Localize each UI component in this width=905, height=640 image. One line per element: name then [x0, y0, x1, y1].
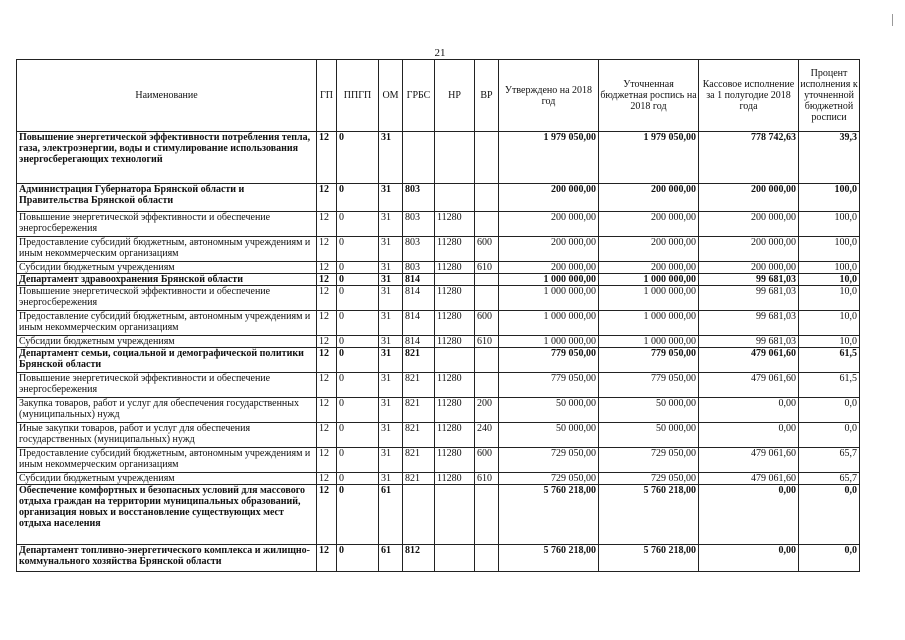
table-row: [17, 373, 860, 398]
row-ppgp: 0: [337, 212, 379, 237]
row-gp: 12: [317, 473, 337, 485]
row-vr: [475, 286, 499, 311]
table-row: [17, 237, 860, 262]
row-gp: 12: [317, 398, 337, 423]
table-row: [17, 212, 860, 237]
row-ppgp: 0: [337, 262, 379, 274]
row-grbs: [403, 132, 435, 184]
row-approved: 50 000,00: [499, 398, 599, 423]
budget-table: [16, 59, 860, 572]
table-header-row: [17, 60, 860, 132]
row-vr: 600: [475, 237, 499, 262]
row-gp: 12: [317, 274, 337, 286]
row-vr: 610: [475, 336, 499, 348]
row-name: Иные закупки товаров, работ и услуг для обеспечения государственных (муниципальных) нужд: [17, 423, 317, 448]
row-percent: 65,7: [799, 448, 860, 473]
row-percent: 0,0: [799, 423, 860, 448]
table-row: [17, 398, 860, 423]
row-name: Департамент топливно-энергетического комплекса и жилищно-коммунального хозяйства Брянской области: [17, 545, 317, 572]
row-np: [435, 274, 475, 286]
row-refined: 729 050,00: [599, 473, 699, 485]
row-cash: 479 061,60: [699, 348, 799, 373]
row-percent: 0,0: [799, 545, 860, 572]
row-om: 31: [379, 262, 403, 274]
row-percent: 10,0: [799, 286, 860, 311]
row-vr: [475, 348, 499, 373]
row-name: Департамент семьи, социальной и демографической политики Брянской области: [17, 348, 317, 373]
row-vr: [475, 132, 499, 184]
row-vr: 240: [475, 423, 499, 448]
row-gp: 12: [317, 545, 337, 572]
row-percent: 10,0: [799, 336, 860, 348]
row-grbs: 814: [403, 274, 435, 286]
row-approved: 5 760 218,00: [499, 545, 599, 572]
row-approved: 1 979 050,00: [499, 132, 599, 184]
row-gp: 12: [317, 212, 337, 237]
row-cash: 0,00: [699, 485, 799, 545]
row-om: 61: [379, 485, 403, 545]
row-approved: 1 000 000,00: [499, 311, 599, 336]
row-gp: 12: [317, 348, 337, 373]
row-cash: 479 061,60: [699, 373, 799, 398]
row-gp: 12: [317, 184, 337, 212]
row-cash: 479 061,60: [699, 473, 799, 485]
row-np: [435, 132, 475, 184]
header-name: Наименование: [17, 60, 317, 132]
table-row: [17, 336, 860, 348]
row-cash: 0,00: [699, 398, 799, 423]
row-refined: 50 000,00: [599, 398, 699, 423]
row-approved: 200 000,00: [499, 262, 599, 274]
row-approved: 1 000 000,00: [499, 286, 599, 311]
row-approved: 200 000,00: [499, 212, 599, 237]
row-refined: 1 000 000,00: [599, 274, 699, 286]
row-np: [435, 184, 475, 212]
table-row: [17, 485, 860, 545]
row-gp: 12: [317, 237, 337, 262]
row-grbs: 821: [403, 448, 435, 473]
header-approved: Утверждено на 2018 год: [499, 60, 599, 132]
row-grbs: 803: [403, 237, 435, 262]
row-percent: 0,0: [799, 398, 860, 423]
row-om: 31: [379, 348, 403, 373]
row-approved: 1 000 000,00: [499, 336, 599, 348]
row-percent: 61,5: [799, 348, 860, 373]
row-gp: 12: [317, 262, 337, 274]
table-row: [17, 311, 860, 336]
row-gp: 12: [317, 311, 337, 336]
row-ppgp: 0: [337, 286, 379, 311]
row-refined: 200 000,00: [599, 237, 699, 262]
row-grbs: 803: [403, 184, 435, 212]
row-refined: 1 979 050,00: [599, 132, 699, 184]
row-approved: 779 050,00: [499, 373, 599, 398]
row-grbs: 821: [403, 423, 435, 448]
row-name: Повышение энергетической эффективности и обеспечение энергосбережения: [17, 212, 317, 237]
row-np: 11280: [435, 237, 475, 262]
row-ppgp: 0: [337, 311, 379, 336]
row-om: 31: [379, 132, 403, 184]
row-approved: 729 050,00: [499, 448, 599, 473]
row-refined: 50 000,00: [599, 423, 699, 448]
table-row: [17, 348, 860, 373]
row-percent: 39,3: [799, 132, 860, 184]
row-np: 11280: [435, 398, 475, 423]
header-refined: Уточненная бюджетная роспись на 2018 год: [599, 60, 699, 132]
row-cash: 200 000,00: [699, 212, 799, 237]
row-cash: 99 681,03: [699, 311, 799, 336]
row-cash: 200 000,00: [699, 184, 799, 212]
row-cash: 778 742,63: [699, 132, 799, 184]
row-name: Предоставление субсидий бюджетным, автономным учреждениям и иным некоммерческим организациям: [17, 448, 317, 473]
header-grbs: ГРБС: [403, 60, 435, 132]
row-np: 11280: [435, 473, 475, 485]
row-grbs: 821: [403, 348, 435, 373]
row-cash: 0,00: [699, 545, 799, 572]
row-gp: 12: [317, 423, 337, 448]
row-refined: 779 050,00: [599, 373, 699, 398]
row-om: 31: [379, 448, 403, 473]
row-grbs: 803: [403, 212, 435, 237]
row-refined: 779 050,00: [599, 348, 699, 373]
row-name: Администрация Губернатора Брянской области и Правительства Брянской области: [17, 184, 317, 212]
row-vr: [475, 485, 499, 545]
table-row: [17, 286, 860, 311]
row-vr: 600: [475, 311, 499, 336]
row-percent: 65,7: [799, 473, 860, 485]
table-row: [17, 274, 860, 286]
row-vr: 600: [475, 448, 499, 473]
row-ppgp: 0: [337, 423, 379, 448]
header-om: ОМ: [379, 60, 403, 132]
row-name: Повышение энергетической эффективности и обеспечение энергосбережения: [17, 373, 317, 398]
table-body: [17, 132, 860, 572]
row-np: [435, 545, 475, 572]
row-grbs: 821: [403, 473, 435, 485]
row-percent: 10,0: [799, 311, 860, 336]
row-approved: 200 000,00: [499, 237, 599, 262]
table-row: [17, 132, 860, 184]
row-percent: 61,5: [799, 373, 860, 398]
row-om: 31: [379, 336, 403, 348]
page-number: 21: [434, 47, 446, 59]
row-gp: 12: [317, 485, 337, 545]
table-row: [17, 545, 860, 572]
row-percent: 100,0: [799, 184, 860, 212]
row-grbs: 814: [403, 311, 435, 336]
row-approved: 729 050,00: [499, 473, 599, 485]
table-row: [17, 423, 860, 448]
row-percent: 100,0: [799, 262, 860, 274]
row-ppgp: 0: [337, 473, 379, 485]
row-np: 11280: [435, 262, 475, 274]
row-name: Предоставление субсидий бюджетным, автономным учреждениям и иным некоммерческим организациям: [17, 237, 317, 262]
header-gp: ГП: [317, 60, 337, 132]
row-ppgp: 0: [337, 448, 379, 473]
row-percent: 100,0: [799, 237, 860, 262]
row-gp: 12: [317, 336, 337, 348]
row-ppgp: 0: [337, 373, 379, 398]
row-vr: [475, 373, 499, 398]
row-refined: 5 760 218,00: [599, 485, 699, 545]
row-refined: 729 050,00: [599, 448, 699, 473]
row-percent: 10,0: [799, 274, 860, 286]
row-np: [435, 485, 475, 545]
header-percent: Процент исполнения к уточненной бюджетной росписи: [799, 60, 860, 132]
row-name: Субсидии бюджетным учреждениям: [17, 262, 317, 274]
row-approved: 50 000,00: [499, 423, 599, 448]
row-om: 31: [379, 398, 403, 423]
row-name: Субсидии бюджетным учреждениям: [17, 336, 317, 348]
row-refined: 1 000 000,00: [599, 311, 699, 336]
table-row: [17, 473, 860, 485]
table-row: [17, 448, 860, 473]
row-refined: 1 000 000,00: [599, 336, 699, 348]
row-ppgp: 0: [337, 132, 379, 184]
row-om: 31: [379, 274, 403, 286]
row-name: Предоставление субсидий бюджетным, автономным учреждениям и иным некоммерческим организациям: [17, 311, 317, 336]
row-name: Повышение энергетической эффективности потребления тепла, газа, электроэнергии, воды и стимулирование использования энергосберегающих технологий: [17, 132, 317, 184]
row-ppgp: 0: [337, 348, 379, 373]
row-name: Субсидии бюджетным учреждениям: [17, 473, 317, 485]
row-gp: 12: [317, 448, 337, 473]
row-grbs: 814: [403, 336, 435, 348]
table-row: [17, 184, 860, 212]
row-gp: 12: [317, 373, 337, 398]
row-ppgp: 0: [337, 398, 379, 423]
header-ppgp: ППГП: [337, 60, 379, 132]
row-np: 11280: [435, 212, 475, 237]
row-refined: 200 000,00: [599, 184, 699, 212]
row-gp: 12: [317, 132, 337, 184]
row-grbs: 814: [403, 286, 435, 311]
row-cash: 99 681,03: [699, 286, 799, 311]
row-cash: 200 000,00: [699, 237, 799, 262]
row-cash: 99 681,03: [699, 336, 799, 348]
row-np: [435, 348, 475, 373]
row-np: 11280: [435, 311, 475, 336]
row-grbs: 821: [403, 373, 435, 398]
row-refined: 200 000,00: [599, 262, 699, 274]
row-vr: [475, 184, 499, 212]
scan-edge-mark: [892, 14, 893, 26]
row-vr: 200: [475, 398, 499, 423]
row-approved: 200 000,00: [499, 184, 599, 212]
row-ppgp: 0: [337, 545, 379, 572]
row-cash: 200 000,00: [699, 262, 799, 274]
row-name: Департамент здравоохранения Брянской области: [17, 274, 317, 286]
row-np: 11280: [435, 423, 475, 448]
row-percent: 0,0: [799, 485, 860, 545]
row-refined: 5 760 218,00: [599, 545, 699, 572]
row-name: Обеспечение комфортных и безопасных условий для массового отдыха граждан на территории муниципальных образований, организация новых и восстановление существующих мест отдыха населения: [17, 485, 317, 545]
row-ppgp: 0: [337, 485, 379, 545]
row-om: 31: [379, 237, 403, 262]
row-name: Закупка товаров, работ и услуг для обеспечения государственных (муниципальных) нужд: [17, 398, 317, 423]
table-row: [17, 262, 860, 274]
row-ppgp: 0: [337, 336, 379, 348]
row-percent: 100,0: [799, 212, 860, 237]
row-vr: [475, 274, 499, 286]
row-approved: 779 050,00: [499, 348, 599, 373]
row-vr: [475, 212, 499, 237]
row-om: 31: [379, 286, 403, 311]
row-gp: 12: [317, 286, 337, 311]
row-refined: 200 000,00: [599, 212, 699, 237]
row-approved: 1 000 000,00: [499, 274, 599, 286]
row-np: 11280: [435, 336, 475, 348]
row-grbs: [403, 485, 435, 545]
row-vr: 610: [475, 262, 499, 274]
row-vr: 610: [475, 473, 499, 485]
header-cash: Кассовое исполнение за 1 полугодие 2018 года: [699, 60, 799, 132]
row-ppgp: 0: [337, 184, 379, 212]
row-ppgp: 0: [337, 274, 379, 286]
row-om: 61: [379, 545, 403, 572]
row-cash: 0,00: [699, 423, 799, 448]
row-approved: 5 760 218,00: [499, 485, 599, 545]
row-np: 11280: [435, 286, 475, 311]
header-vr: ВР: [475, 60, 499, 132]
row-cash: 99 681,03: [699, 274, 799, 286]
row-vr: [475, 545, 499, 572]
row-np: 11280: [435, 373, 475, 398]
row-grbs: 803: [403, 262, 435, 274]
row-grbs: 812: [403, 545, 435, 572]
row-ppgp: 0: [337, 237, 379, 262]
row-grbs: 821: [403, 398, 435, 423]
row-om: 31: [379, 423, 403, 448]
row-np: 11280: [435, 448, 475, 473]
row-om: 31: [379, 311, 403, 336]
row-name: Повышение энергетической эффективности и обеспечение энергосбережения: [17, 286, 317, 311]
row-om: 31: [379, 212, 403, 237]
row-refined: 1 000 000,00: [599, 286, 699, 311]
row-om: 31: [379, 473, 403, 485]
header-np: НР: [435, 60, 475, 132]
row-cash: 479 061,60: [699, 448, 799, 473]
row-om: 31: [379, 373, 403, 398]
row-om: 31: [379, 184, 403, 212]
